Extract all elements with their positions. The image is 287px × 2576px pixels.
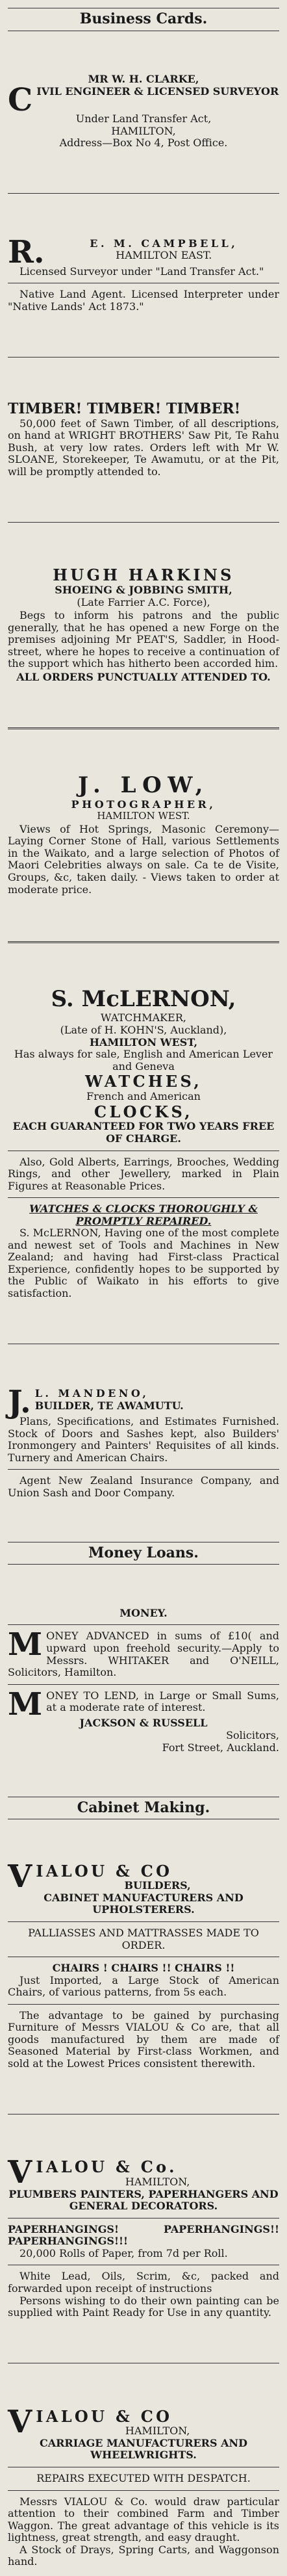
divider xyxy=(8,727,279,729)
ad-mandeno-agent: Agent New Zealand Insurance Company, and Union Sash and Door Company. xyxy=(8,1474,279,1499)
section-header-business-cards: Business Cards. xyxy=(8,8,279,31)
ad-mclernon-body3: S. McLERNON, Having one of the most complete and newest set of Tools and Machines in New Zealand; and having had First-class Practical Experience, confidently hopes to be supported by the Public of Waikato in his efforts to give satisfaction. xyxy=(8,1227,279,1299)
ad-vialou2-body3: Persons wishing to do their own painting can be supplied with Paint Ready for Use in any quantity. xyxy=(8,2294,279,2319)
ad-money xyxy=(8,1607,279,1754)
ad-clarke-name: MR W. H. CLARKE, xyxy=(88,72,199,85)
ad-mclernon-clocks: CLOCKS, xyxy=(94,1102,193,1121)
ad-vialou2-line2: PLUMBERS PAINTERS, PAPERHANGERS AND GENERAL DECORATORS. xyxy=(8,2187,279,2213)
ad-harkins-late: (Late Farrier A.C. Force), xyxy=(77,595,210,608)
ad-mclernon-watches: WATCHES, xyxy=(84,1072,203,1091)
ad-vialou1-chairs: CHAIRS ! CHAIRS !! CHAIRS !! xyxy=(52,1962,235,1975)
divider xyxy=(8,941,279,943)
ad-mandeno-body: Plans, Specifications, and Estimates Furnished. Stock of Doors and Sashes kept, also Builders' Ironmongery and Painters' Requisites of all kinds. Turnery and American Chairs. xyxy=(8,1415,279,1464)
ad-timber-head: TIMBER! TIMBER! TIMBER! xyxy=(8,400,241,418)
ad-mclernon-place: HAMILTON WEST, xyxy=(89,1035,198,1048)
ad-vialou1-line2: CABINET MANUFACTURERS AND UPHOLSTERERS. xyxy=(44,1891,243,1916)
ad-low xyxy=(8,773,279,897)
ad-vialou3-initial: V xyxy=(8,2403,32,2440)
ad-mclernon-name: S. McLERNON, xyxy=(51,986,236,1013)
section-header-money-loans: Money Loans. xyxy=(8,1542,279,1565)
ad-mandeno xyxy=(8,1384,279,1499)
ad-vialou1-initial: V xyxy=(8,1858,32,1895)
ad-harkins xyxy=(8,566,279,683)
ad-mclernon-late: (Late of H. KOHN'S, Auckland), xyxy=(60,1024,227,1037)
ad-vialou2-papers: PAPERHANGINGS! PAPERHANGINGS!! PAPERHANGINGS!!! xyxy=(8,2222,279,2248)
ad-timber-body: 50,000 feet of Sawn Timber, of all descriptions, on hand at WRIGHT BROTHERS' Saw Pit, Te Rahu Bush, at very low rates. Orders left with Mr W. SLOANE, Storekeeper, Te Awamutu, or at the Pit, will be promptly attended to. xyxy=(8,417,279,478)
ad-vialou2-body2: White Lead, Oils, Scrim, &c, packed and forwarded upon receipt of instructions xyxy=(8,2270,279,2295)
ad-vialou2-line1: HAMILTON, xyxy=(125,2176,190,2189)
ad-harkins-body: Begs to inform his patrons and the public generally, that he has opened a new Forge on the premises adjoining Mr PEAT'S, Saddler, in Hood-street, where he hopes to receive a continuation of the support which has hitherto been accorded him. xyxy=(8,609,279,670)
ad-vialou-carriage xyxy=(8,2403,279,2568)
ad-vialou2-name: IALOU & Co. xyxy=(36,2157,177,2177)
ad-clarke-initial: C xyxy=(8,81,33,118)
ad-low-name: J. LOW, xyxy=(77,772,209,799)
ad-mclernon xyxy=(8,987,279,1299)
ad-mandeno-name: L. MANDENO, xyxy=(34,1387,149,1400)
divider xyxy=(8,357,279,358)
ad-harkins-footer: ALL ORDERS PUNCTUALLY ATTENDED TO. xyxy=(16,671,271,684)
ad-vialou2-body1: 20,000 Rolls of Paper, from 7d per Roll. xyxy=(19,2246,228,2259)
ad-money-firm2: Solicitors, xyxy=(226,1729,279,1741)
divider xyxy=(8,193,279,194)
ad-low-place: HAMILTON WEST. xyxy=(97,810,190,822)
ad-vialou2-initial: V xyxy=(8,2154,32,2191)
divider xyxy=(8,522,279,523)
ad-vialou1-name: IALOU & CO xyxy=(36,1861,173,1880)
ad-mclernon-guarantee: EACH GUARANTEED FOR TWO YEARS FREE OF CHARGE. xyxy=(12,1120,275,1145)
ad-clarke-title: IVIL ENGINEER & LICENSED SURVEYOR xyxy=(36,85,279,98)
ad-vialou3-line1: HAMILTON, xyxy=(125,2425,190,2438)
ad-campbell-place: HAMILTON EAST. xyxy=(116,249,212,262)
ad-mclernon-body1: Has always for sale, English and American Lever and Geneva xyxy=(14,1048,273,1073)
ad-money1-body: ONEY ADVANCED in sums of £10( and upward upon freehold security.—Apply to Messrs. WHITAKER and O'NEILL, Solicitors, Hamilton. xyxy=(8,1630,279,1679)
ad-campbell-initial: R. xyxy=(8,233,45,270)
ad-money-head: MONEY. xyxy=(119,1606,168,1619)
ad-vialou3-line2: CARRIAGE MANUFACTURERS AND WHEELWRIGHTS. xyxy=(39,2436,248,2462)
ad-clarke xyxy=(8,73,279,150)
ad-mandeno-initial: J. xyxy=(8,1384,31,1421)
ad-vialou1-body1: Just Imported, a Large Stock of American Chairs, of various patterns, from 5s each. xyxy=(8,1973,279,1999)
ad-vialou3-line3: REPAIRS EXECUTED WITH DESPATCH. xyxy=(36,2472,251,2485)
ad-money-firm3: Fort Street, Auckland. xyxy=(162,1741,279,1754)
ad-campbell-p2: Native Land Agent. Licensed Interpreter under "Native Lands' Act 1873." xyxy=(8,288,279,313)
ad-mandeno-line2: BUILDER, TE AWAMUTU. xyxy=(34,1399,184,1412)
ad-clarke-address: Address—Box No 4, Post Office. xyxy=(59,137,228,150)
ad-low-body: Views of Hot Springs, Masonic Ceremony—Laying Corner Stone of Hall, various Settlements in the Waikato, and a large selection of Photos of Maori Celebrities always on sale. Ca te de Visite, Groups, &c, taken daily. - Views taken to order at moderate price. xyxy=(8,822,279,896)
ad-mclernon-french: French and American xyxy=(86,1090,201,1103)
ad-money2-body: ONEY TO LEND, in Large or Small Sums, at a moderate rate of interest. xyxy=(46,1689,279,1714)
ad-campbell-name: E. M. CAMPBELL, xyxy=(90,237,238,250)
ad-money2-initial: M xyxy=(8,1685,43,1723)
ad-money-firm: JACKSON & RUSSELL xyxy=(79,1717,208,1730)
ad-money1-initial: M xyxy=(8,1626,43,1663)
ad-vialou3-body2: A Stock of Drays, Spring Carts, and Waggonson hand. xyxy=(8,2543,279,2568)
ad-harkins-name: HUGH HARKINS xyxy=(53,566,234,585)
ad-low-trade: PHOTOGRAPHER, xyxy=(71,798,216,811)
ad-campbell xyxy=(8,233,279,313)
ad-mclernon-repair: WATCHES & CLOCKS THOROUGHLY & PROMPTLY REPAIRED. xyxy=(29,1203,258,1227)
ad-clarke-line2: Under Land Transfer Act, xyxy=(75,112,212,125)
ad-vialou3-body1: Messrs VIALOU & Co. would draw particular attention to their combined Farm and Timber Waggon. The great advantage of this vehicle is its lightness, great strength, and easy draught. xyxy=(8,2495,279,2544)
ad-vialou3-name: IALOU & CO xyxy=(36,2406,173,2426)
ad-clarke-line3: HAMILTON, xyxy=(111,124,176,137)
ad-campbell-p1: Licensed Surveyor under "Land Transfer Act." xyxy=(19,265,264,278)
ad-vialou1-body2: The advantage to be gained by purchasing Furniture of Messrs VIALOU & Co are, that all goods manufactured by them are made of Seasoned Material by First-class Workmen, and sold at the Lowest Prices consistent therewith. xyxy=(8,2009,279,2070)
ad-vialou1-line3: PALLIASSES AND MATTRASSES MADE TO ORDER. xyxy=(28,1926,259,1951)
ad-mclernon-body2: Also, Gold Alberts, Earrings, Brooches, Wedding Rings, and other Jewellery, marked in Plain Figures at Reasonable Prices. xyxy=(8,1155,279,1192)
ad-mclernon-trade: WATCHMAKER, xyxy=(101,1011,186,1024)
section-header-cabinet-making: Cabinet Making. xyxy=(8,1797,279,1820)
ad-harkins-trade: SHOEING & JOBBING SMITH, xyxy=(55,584,232,597)
ad-vialou-plumbers xyxy=(8,2154,279,2319)
ad-vialou-cabinet xyxy=(8,1858,279,2070)
ad-timber xyxy=(8,401,279,478)
ad-vialou1-line1: BUILDERS, xyxy=(124,1879,191,1892)
newspaper-column xyxy=(8,4,279,2568)
